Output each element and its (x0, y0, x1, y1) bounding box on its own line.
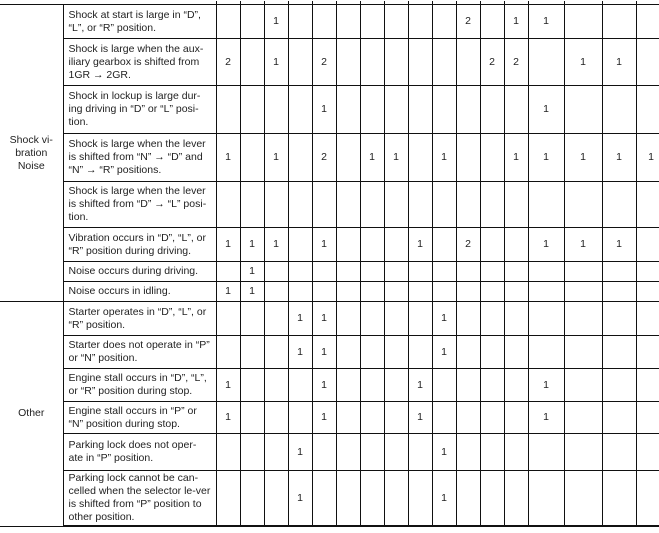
priority-cell (336, 86, 360, 134)
symptom-description: Engine stall occurs in “P” or “N” position during stop. (63, 402, 216, 434)
priority-cell: 1 (312, 369, 336, 402)
priority-cell: 1 (432, 302, 456, 336)
priority-cell (432, 39, 456, 86)
symptom-description: Noise occurs in idling. (63, 282, 216, 302)
priority-cell (564, 302, 602, 336)
priority-cell (528, 336, 564, 369)
priority-cell: 1 (528, 369, 564, 402)
priority-cell (216, 262, 240, 282)
priority-cell (480, 86, 504, 134)
priority-cell (602, 182, 636, 228)
priority-cell (336, 336, 360, 369)
priority-cell (528, 302, 564, 336)
priority-cell (264, 282, 288, 302)
table-row (0, 402, 659, 434)
priority-cell (264, 434, 288, 471)
priority-cell (456, 369, 480, 402)
priority-cell (408, 262, 432, 282)
priority-cell (480, 182, 504, 228)
priority-cell (504, 282, 528, 302)
priority-cell (384, 471, 408, 527)
priority-cell (240, 39, 264, 86)
priority-cell (564, 282, 602, 302)
priority-cell (602, 369, 636, 402)
priority-cell (312, 262, 336, 282)
priority-cell (384, 5, 408, 39)
priority-cell (504, 402, 528, 434)
priority-cell (636, 182, 659, 228)
table-row (0, 182, 659, 228)
priority-cell (636, 5, 659, 39)
symptom-description: Shock is large when the lever is shifted from “D” → “L” posi-tion. (63, 182, 216, 228)
priority-cell (288, 182, 312, 228)
priority-cell (336, 282, 360, 302)
priority-cell (240, 434, 264, 471)
priority-cell (312, 182, 336, 228)
priority-cell (432, 402, 456, 434)
priority-cell (360, 369, 384, 402)
priority-cell (636, 471, 659, 527)
priority-cell (602, 5, 636, 39)
priority-cell: 1 (504, 5, 528, 39)
priority-cell (216, 5, 240, 39)
priority-cell: 2 (312, 134, 336, 182)
priority-cell (384, 228, 408, 262)
priority-cell (602, 402, 636, 434)
priority-cell (504, 182, 528, 228)
priority-cell (636, 369, 659, 402)
priority-cell: 1 (264, 134, 288, 182)
priority-cell (264, 471, 288, 527)
priority-cell (564, 86, 602, 134)
priority-cell: 1 (564, 39, 602, 86)
priority-cell (384, 434, 408, 471)
priority-cell (636, 39, 659, 86)
priority-cell: 1 (288, 336, 312, 369)
priority-cell (384, 262, 408, 282)
priority-cell: 1 (602, 228, 636, 262)
priority-cell: 1 (264, 39, 288, 86)
priority-cell (636, 228, 659, 262)
priority-cell: 1 (432, 134, 456, 182)
priority-cell (216, 302, 240, 336)
priority-cell (602, 471, 636, 527)
priority-cell (312, 434, 336, 471)
priority-cell (288, 228, 312, 262)
priority-cell (528, 262, 564, 282)
symptom-description: Shock is large when the lever is shifted from “N” → “D” and “N” → “R” positions. (63, 134, 216, 182)
priority-cell (288, 282, 312, 302)
priority-cell (456, 39, 480, 86)
priority-cell (564, 262, 602, 282)
priority-cell: 1 (288, 434, 312, 471)
symptom-diagnosis-table (0, 1, 659, 527)
priority-cell (636, 86, 659, 134)
priority-cell (564, 471, 602, 527)
priority-cell (564, 402, 602, 434)
priority-cell (336, 471, 360, 527)
priority-cell (456, 86, 480, 134)
priority-cell (360, 336, 384, 369)
priority-cell: 2 (480, 39, 504, 86)
priority-cell (408, 86, 432, 134)
priority-cell (504, 434, 528, 471)
priority-cell: 1 (602, 134, 636, 182)
priority-cell: 1 (312, 402, 336, 434)
priority-cell (456, 182, 480, 228)
priority-cell: 2 (456, 228, 480, 262)
priority-cell: 1 (216, 282, 240, 302)
priority-cell: 1 (312, 302, 336, 336)
priority-cell: 1 (240, 228, 264, 262)
priority-cell (216, 86, 240, 134)
priority-cell (360, 39, 384, 86)
priority-cell (528, 39, 564, 86)
priority-cell: 1 (408, 402, 432, 434)
priority-cell (288, 262, 312, 282)
table-row (0, 5, 659, 39)
priority-cell (360, 262, 384, 282)
priority-cell (240, 336, 264, 369)
symptom-description: Starter does not operate in “P” or “N” position. (63, 336, 216, 369)
priority-cell (216, 434, 240, 471)
priority-cell (360, 471, 384, 527)
priority-cell (480, 134, 504, 182)
priority-cell (312, 282, 336, 302)
priority-cell (336, 228, 360, 262)
priority-cell: 1 (528, 134, 564, 182)
priority-cell (240, 182, 264, 228)
priority-cell (336, 402, 360, 434)
table-row (0, 262, 659, 282)
priority-cell: 1 (432, 434, 456, 471)
priority-cell: 1 (312, 228, 336, 262)
priority-cell (384, 369, 408, 402)
priority-cell (288, 5, 312, 39)
priority-cell (336, 182, 360, 228)
priority-cell: 2 (216, 39, 240, 86)
symptom-description: Noise occurs during driving. (63, 262, 216, 282)
priority-cell (480, 369, 504, 402)
priority-cell (456, 134, 480, 182)
priority-cell (432, 282, 456, 302)
symptom-description: Starter operates in “D”, “L”, or “R” position. (63, 302, 216, 336)
priority-cell (384, 86, 408, 134)
priority-cell (504, 369, 528, 402)
priority-cell (408, 434, 432, 471)
priority-cell (504, 302, 528, 336)
priority-cell (432, 86, 456, 134)
priority-cell (636, 302, 659, 336)
priority-cell (408, 39, 432, 86)
priority-cell: 1 (312, 86, 336, 134)
priority-cell (384, 302, 408, 336)
priority-cell (432, 262, 456, 282)
priority-cell: 1 (528, 402, 564, 434)
priority-cell: 2 (504, 39, 528, 86)
priority-cell (384, 182, 408, 228)
priority-cell (480, 5, 504, 39)
priority-cell (456, 262, 480, 282)
priority-cell: 1 (216, 402, 240, 434)
priority-cell: 1 (384, 134, 408, 182)
table-row (0, 228, 659, 262)
priority-cell (360, 86, 384, 134)
priority-cell (384, 336, 408, 369)
priority-cell: 2 (312, 39, 336, 86)
priority-cell (336, 5, 360, 39)
priority-cell (528, 471, 564, 527)
priority-cell (240, 369, 264, 402)
priority-cell (216, 471, 240, 527)
priority-cell: 1 (602, 39, 636, 86)
priority-cell: 1 (264, 5, 288, 39)
priority-cell: 1 (312, 336, 336, 369)
priority-cell (602, 86, 636, 134)
priority-cell (360, 302, 384, 336)
symptom-description: Parking lock cannot be can-celled when the selector le-ver is shifted from “P” position to other position. (63, 471, 216, 527)
priority-cell (456, 434, 480, 471)
symptom-description: Vibration occurs in “D”, “L”, or “R” position during driving. (63, 228, 216, 262)
priority-cell (504, 336, 528, 369)
priority-cell: 1 (288, 471, 312, 527)
priority-cell (456, 471, 480, 527)
priority-cell (288, 39, 312, 86)
priority-cell (504, 86, 528, 134)
priority-cell (602, 262, 636, 282)
priority-cell (240, 86, 264, 134)
priority-cell (504, 471, 528, 527)
priority-cell (360, 434, 384, 471)
priority-cell (480, 262, 504, 282)
priority-cell: 2 (456, 5, 480, 39)
priority-cell: 1 (288, 302, 312, 336)
priority-cell (636, 262, 659, 282)
priority-cell (456, 282, 480, 302)
priority-cell: 1 (564, 134, 602, 182)
priority-cell (264, 369, 288, 402)
table-row (0, 302, 659, 336)
table-row (0, 336, 659, 369)
priority-cell (240, 471, 264, 527)
priority-cell (264, 182, 288, 228)
priority-cell (564, 5, 602, 39)
priority-cell: 1 (240, 282, 264, 302)
priority-cell (360, 182, 384, 228)
priority-cell (564, 369, 602, 402)
priority-cell (602, 282, 636, 302)
priority-cell (264, 262, 288, 282)
priority-cell: 1 (408, 228, 432, 262)
priority-cell (384, 282, 408, 302)
priority-cell: 1 (432, 471, 456, 527)
priority-cell (336, 39, 360, 86)
priority-cell (480, 336, 504, 369)
priority-cell: 1 (636, 134, 659, 182)
priority-cell (288, 369, 312, 402)
priority-cell (456, 302, 480, 336)
priority-cell (384, 39, 408, 86)
priority-cell: 1 (216, 369, 240, 402)
priority-cell (504, 262, 528, 282)
priority-cell (336, 302, 360, 336)
priority-cell (384, 402, 408, 434)
priority-cell (480, 302, 504, 336)
priority-cell (336, 369, 360, 402)
priority-cell (528, 434, 564, 471)
priority-cell (264, 86, 288, 134)
group-label: Shock vi- bration Noise (0, 5, 63, 302)
priority-cell (408, 302, 432, 336)
priority-cell: 1 (408, 369, 432, 402)
priority-cell (264, 302, 288, 336)
symptom-description: Shock in lockup is large dur-ing driving in “D” or “L” posi-tion. (63, 86, 216, 134)
priority-cell: 1 (240, 262, 264, 282)
priority-cell: 1 (360, 134, 384, 182)
priority-cell (456, 336, 480, 369)
priority-cell (408, 182, 432, 228)
symptom-description: Shock at start is large in “D”, “L”, or “R” position. (63, 5, 216, 39)
priority-cell (336, 134, 360, 182)
priority-cell (480, 282, 504, 302)
symptom-description: Shock is large when the aux-iliary gearbox is shifted from 1GR → 2GR. (63, 39, 216, 86)
priority-cell (480, 471, 504, 527)
priority-cell (602, 302, 636, 336)
priority-cell (564, 434, 602, 471)
priority-cell (636, 336, 659, 369)
priority-cell (288, 86, 312, 134)
table-row (0, 39, 659, 86)
priority-cell: 1 (264, 228, 288, 262)
priority-cell: 1 (528, 5, 564, 39)
priority-cell (408, 5, 432, 39)
priority-cell (336, 434, 360, 471)
table-row (0, 434, 659, 471)
table-row (0, 471, 659, 527)
priority-cell (480, 402, 504, 434)
priority-cell (432, 182, 456, 228)
table-row (0, 86, 659, 134)
priority-cell (240, 402, 264, 434)
priority-cell (408, 282, 432, 302)
priority-cell (564, 182, 602, 228)
group-label: Other (0, 302, 63, 527)
symptom-description: Engine stall occurs in “D”, “L”, or “R” position during stop. (63, 369, 216, 402)
priority-cell (528, 182, 564, 228)
priority-cell: 1 (528, 228, 564, 262)
priority-cell (602, 434, 636, 471)
priority-cell (288, 134, 312, 182)
priority-cell: 1 (504, 134, 528, 182)
priority-cell (480, 228, 504, 262)
priority-cell (528, 282, 564, 302)
priority-cell (636, 434, 659, 471)
priority-cell (564, 336, 602, 369)
diagnosis-table-container (0, 1, 659, 527)
priority-cell (240, 134, 264, 182)
priority-cell (312, 471, 336, 527)
table-row (0, 134, 659, 182)
table-row (0, 282, 659, 302)
priority-cell (264, 336, 288, 369)
priority-cell (360, 402, 384, 434)
priority-cell (432, 369, 456, 402)
priority-cell (408, 471, 432, 527)
priority-cell (360, 228, 384, 262)
priority-cell: 1 (216, 134, 240, 182)
priority-cell (336, 262, 360, 282)
priority-cell (432, 228, 456, 262)
priority-cell (408, 134, 432, 182)
priority-cell (480, 434, 504, 471)
priority-cell (312, 5, 336, 39)
priority-cell (636, 402, 659, 434)
priority-cell (504, 228, 528, 262)
priority-cell: 1 (432, 336, 456, 369)
table-row (0, 369, 659, 402)
priority-cell (240, 302, 264, 336)
priority-cell: 1 (216, 228, 240, 262)
priority-cell: 1 (564, 228, 602, 262)
priority-cell (264, 402, 288, 434)
priority-cell (240, 5, 264, 39)
priority-cell (288, 402, 312, 434)
priority-cell (408, 336, 432, 369)
priority-cell: 1 (528, 86, 564, 134)
priority-cell (602, 336, 636, 369)
priority-cell (360, 5, 384, 39)
priority-cell (360, 282, 384, 302)
priority-cell (432, 5, 456, 39)
priority-cell (456, 402, 480, 434)
priority-cell (636, 282, 659, 302)
priority-cell (216, 336, 240, 369)
priority-cell (216, 182, 240, 228)
symptom-description: Parking lock does not oper-ate in “P” position. (63, 434, 216, 471)
